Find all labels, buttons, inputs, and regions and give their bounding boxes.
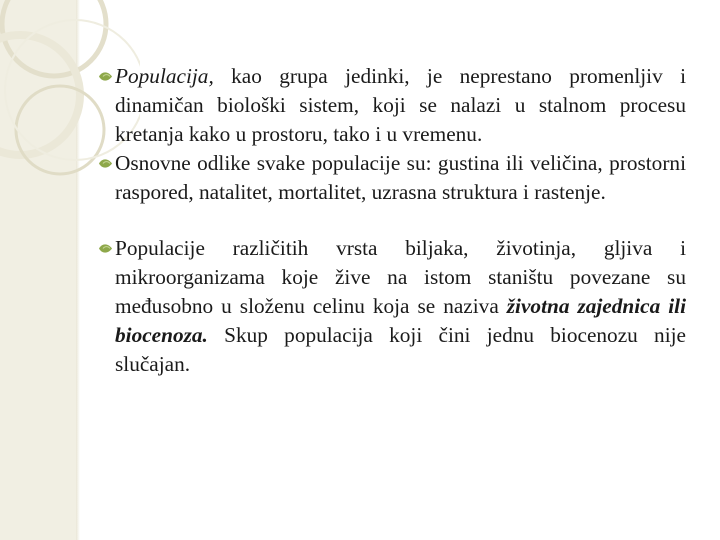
bullet-item-population-characteristics [98, 149, 686, 207]
bullet-lead-term: Populacija, [115, 64, 214, 88]
bullet-marker-icon [98, 70, 113, 83]
bullet-emphasis-term: životna zajednica ili biocenoza. [115, 294, 687, 347]
bullet-marker-icon [98, 157, 113, 170]
bullet-text: kao grupa jedinki, je neprestano promenljiv i dinamičan biološki sistem, koji se nalazi u stalnom procesu kretanja kako u prostoru, tako i u vremenu. [115, 64, 686, 146]
slide-body [98, 62, 686, 379]
bullet-marker-icon [98, 242, 113, 255]
bullet-item-population-definition [98, 62, 686, 149]
bullet-item-biocenosis [98, 234, 686, 379]
bullet-text: Osnovne odlike svake populacije su: gustina ili veličina, prostorni raspored, natalitet, mortalitet, uzrasna struktura i rastenje. [115, 151, 686, 204]
bullet-text-before: Populacije različitih vrsta biljaka, životinja, gljiva i mikroorganizama koje žive na istom staništu povezane su međusobno u složenu celinu koja se naziva [115, 236, 686, 318]
bullet-text-after: Skup populacija koji čini jednu biocenozu nije slučajan. [115, 323, 686, 376]
